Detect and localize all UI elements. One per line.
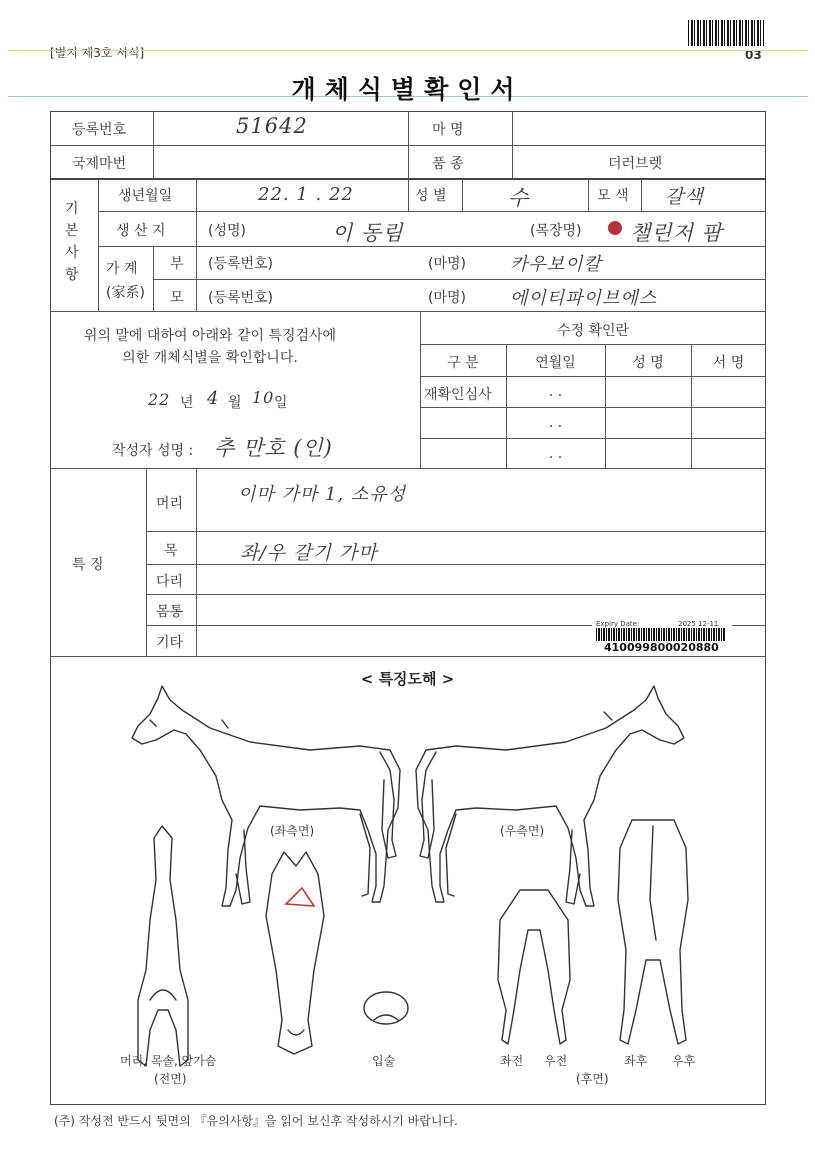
- dam-name-label: (마명): [428, 290, 466, 306]
- divider: [420, 438, 766, 439]
- breed-label: 품 종: [432, 156, 464, 172]
- front-legs-horse-icon: [498, 890, 570, 1044]
- dam-reg-label: (등록번호): [208, 290, 274, 306]
- rear-label: (후면): [576, 1072, 609, 1086]
- sire-reg-label: (등록번호): [208, 256, 274, 272]
- sire-label: 부: [170, 256, 184, 272]
- diagram-title: < 특징도해 >: [360, 670, 455, 688]
- divider: [146, 564, 766, 565]
- divider: [641, 179, 642, 211]
- writer-value: 추 만호 (인): [214, 436, 333, 460]
- date-month-label: 월: [228, 395, 242, 411]
- page-code: 03: [745, 48, 762, 62]
- forehead-marking-icon: [286, 888, 314, 906]
- body-label: 몸통: [156, 604, 184, 620]
- statement-line-1: 위의 말에 대하여 아래와 같이 특징검사에: [83, 328, 337, 344]
- reg-no-value: 51642: [236, 114, 308, 138]
- producer-name-value: 이 동림: [332, 221, 404, 245]
- revision-title: 수정 확인란: [556, 323, 630, 339]
- divider: [196, 468, 197, 656]
- sticker-barcode: [596, 628, 726, 641]
- horse-name-label: 마 명: [432, 122, 464, 138]
- divider: [153, 279, 766, 280]
- form-label: [별지 제3호 서식]: [50, 46, 145, 60]
- front-label: (전면): [154, 1072, 187, 1086]
- date-day: 10: [252, 388, 275, 407]
- lips-icon: [364, 992, 408, 1024]
- right-side-label: (우측면): [500, 824, 545, 838]
- divider: [50, 468, 766, 469]
- birth-value: 22. 1 . 22: [258, 184, 354, 205]
- front-caption: 머리, 목솔, 앞가슴: [120, 1054, 217, 1068]
- divider: [50, 311, 766, 312]
- basic-section-label: 기 본 사 항: [65, 201, 79, 283]
- document-title: 개체식별확인서: [291, 75, 524, 104]
- sex-value: 수: [508, 186, 530, 210]
- date-month: 4: [207, 388, 220, 409]
- divider: [146, 468, 147, 656]
- head-value: 이마 가마 1, 소유성: [238, 484, 407, 505]
- divider: [588, 179, 589, 211]
- divider: [146, 531, 766, 532]
- date-year-label: 년: [180, 395, 194, 411]
- left-front-label: 좌전: [500, 1054, 524, 1068]
- sire-name-label: (마명): [428, 256, 466, 272]
- front-neck-horse-icon: [138, 826, 188, 1066]
- breed-value: 더러브렛: [608, 156, 663, 172]
- divider: [512, 111, 513, 179]
- reg-no-label: 등록번호: [72, 122, 127, 138]
- sex-label: 성 별: [415, 188, 447, 204]
- lips-label: 입술: [372, 1054, 396, 1068]
- writer-label: 작성자 성명 :: [112, 443, 194, 459]
- intl-no-label: 국제마번: [72, 156, 127, 172]
- birth-label: 생년월일: [118, 188, 173, 204]
- head-label: 머리: [156, 496, 184, 512]
- divider: [153, 246, 154, 311]
- farm-label: (목장명): [530, 223, 582, 239]
- sticker-code: 410099800020880: [604, 641, 719, 654]
- yellow-rule: [8, 50, 808, 51]
- date-year: 22: [148, 390, 171, 409]
- statement-line-2: 의한 개체식별을 확인합니다.: [122, 350, 298, 366]
- revision-row1-date: . .: [548, 384, 563, 400]
- divider: [153, 111, 154, 179]
- neck-label: 목: [164, 543, 178, 559]
- legs-label: 다리: [156, 574, 184, 590]
- footer-note: (주) 작성전 반드시 뒷면의 『유의사항』을 읽어 보신후 작성하시기 바랍니다.: [54, 1114, 458, 1128]
- divider: [98, 211, 766, 212]
- revision-row3-date: . .: [548, 446, 563, 462]
- divider: [420, 407, 766, 408]
- color-value: 갈색: [665, 186, 704, 208]
- farm-value: 챌린저 팜: [630, 221, 723, 245]
- revision-row1-type: 재확인심사: [424, 387, 492, 403]
- left-hind-label: 좌후: [624, 1054, 648, 1068]
- divider: [462, 179, 463, 211]
- revision-col-sign: 서 명: [712, 355, 745, 371]
- color-label: 모 색: [597, 188, 629, 204]
- divider: [146, 594, 766, 595]
- date-day-label: 일: [274, 395, 288, 411]
- lineage-hanja: (家系): [106, 285, 145, 301]
- neck-value: 좌/우 갈기 가마: [240, 542, 378, 564]
- divider: [420, 344, 766, 345]
- left-side-label: (좌측면): [270, 824, 315, 838]
- divider: [196, 179, 197, 311]
- dam-name-value: 에이티파이브에스: [510, 288, 658, 309]
- divider: [50, 656, 766, 657]
- revision-col-name: 성 명: [632, 355, 664, 371]
- left-side-horse-icon: [132, 686, 400, 906]
- dam-label: 모: [170, 290, 184, 306]
- revision-col-date: 연월일: [535, 355, 576, 371]
- revision-col-type: 구 분: [447, 355, 479, 371]
- features-section-label: 특 징: [72, 557, 104, 573]
- right-hind-label: 우후: [672, 1054, 696, 1068]
- right-side-horse-icon: [416, 686, 684, 906]
- horse-diagram: [50, 680, 766, 1105]
- producer-label: 생 산 지: [116, 223, 166, 239]
- header-barcode: [688, 20, 764, 46]
- sticker-expiry-value: 2025 12-11: [678, 620, 719, 628]
- divider: [420, 376, 766, 377]
- lineage-label: 가 계: [106, 261, 138, 277]
- producer-name-label: (성명): [208, 223, 246, 239]
- divider: [408, 111, 409, 179]
- rear-view-horse-icon: [618, 820, 688, 1044]
- sticker-expiry-label: Expiry Date:: [596, 620, 640, 628]
- other-label: 기타: [156, 635, 184, 651]
- divider: [408, 179, 409, 211]
- head-front-icon: [266, 852, 324, 1054]
- sire-name-value: 카우보이칼: [510, 254, 602, 275]
- stamp-icon: [608, 221, 622, 235]
- right-front-label: 우전: [544, 1054, 568, 1068]
- revision-row2-date: . .: [548, 415, 563, 431]
- divider: [98, 179, 99, 311]
- id-sticker: [592, 620, 732, 656]
